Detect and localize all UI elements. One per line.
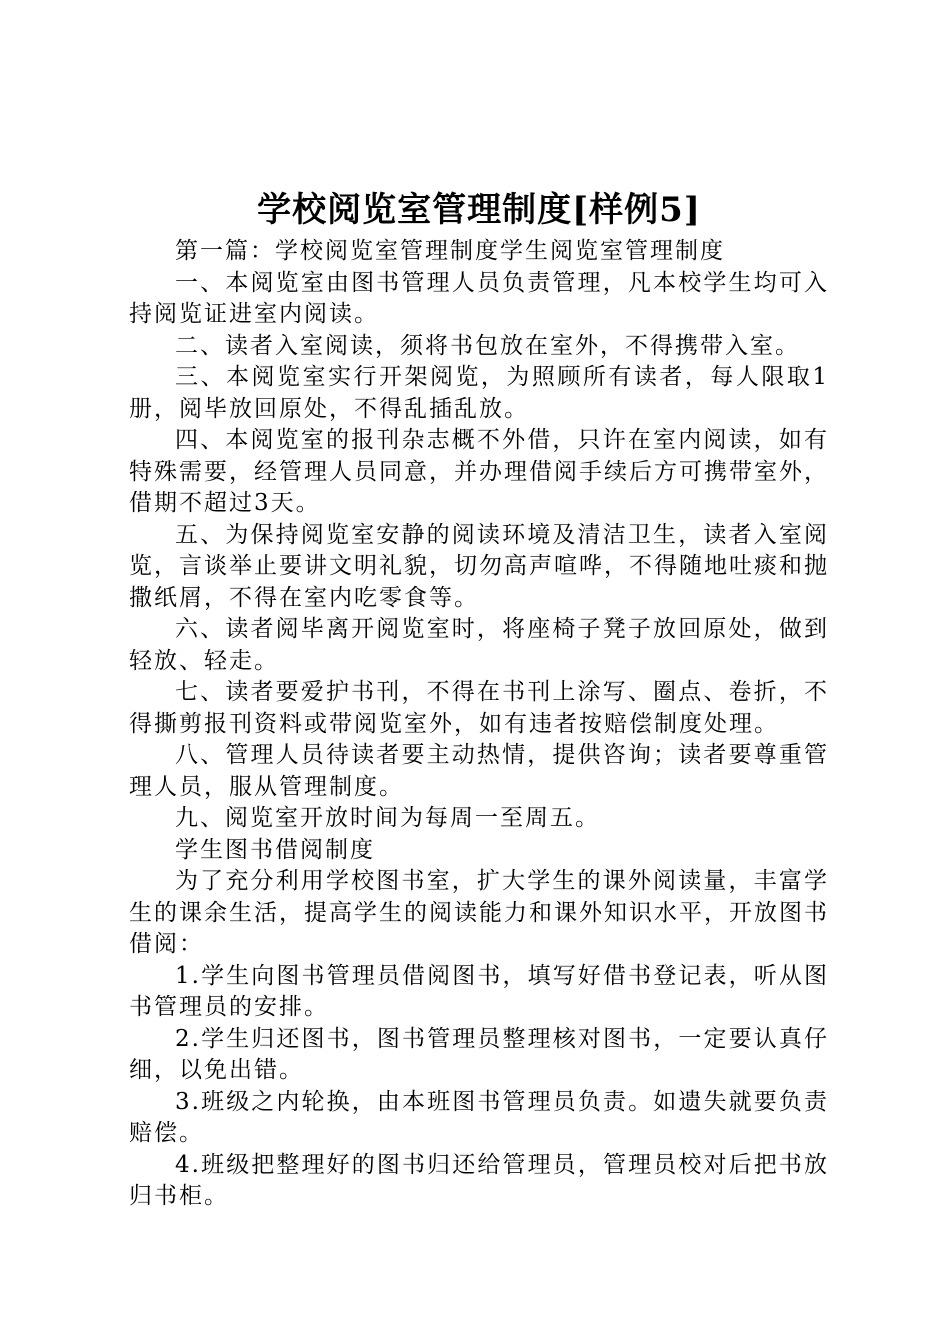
paragraph-rule-7: 七、读者要爱护书刊，不得在书刊上涂写、圈点、卷折，不得撕剪报刊资料或带阅览室外，如有违者按赔偿制度处理。 <box>129 679 829 737</box>
paragraph-borrow-3: 3.班级之内轮换，由本班图书管理员负责。如遗失就要负责赔偿。 <box>129 1088 829 1146</box>
paragraph-rule-5: 五、为保持阅览室安静的阅读环境及清洁卫生，读者入室阅览，言谈举止要讲文明礼貌，切勿高声喧哗，不得随地吐痰和抛撒纸屑，不得在室内吃零食等。 <box>129 521 829 611</box>
paragraph-rule-6: 六、读者阅毕离开阅览室时，将座椅子凳子放回原处，做到轻放、轻走。 <box>129 616 829 674</box>
paragraph-section-heading: 第一篇：学校阅览室管理制度学生阅览室管理制度 <box>175 238 725 264</box>
paragraph-borrow-4: 4.班级把整理好的图书归还给管理员，管理员校对后把书放归书柜。 <box>129 1151 829 1209</box>
paragraph-intro: 为了充分利用学校图书室，扩大学生的课外阅读量，丰富学生的课余生活，提高学生的阅读能力和课外知识水平，开放图书借阅： <box>129 868 829 957</box>
paragraph-subheading: 学生图书借阅制度 <box>175 836 375 863</box>
paragraph-rule-1: 一、本阅览室由图书管理人员负责管理，凡本校学生均可入持阅览证进室内阅读。 <box>129 269 829 327</box>
paragraph-borrow-1: 1.学生向图书管理员借阅图书，填写好借书登记表，听从图书管理员的安排。 <box>129 962 829 1020</box>
document-page <box>129 186 829 1213</box>
paragraph-rule-9: 九、阅览室开放时间为每周一至周五。 <box>175 805 600 831</box>
paragraph-rule-2: 二、读者入室阅读，须将书包放在室外，不得携带入室。 <box>175 332 800 359</box>
paragraph-borrow-2: 2.学生归还图书，图书管理员整理核对图书，一定要认真仔细，以免出错。 <box>129 1025 829 1083</box>
paragraph-rule-3: 三、本阅览室实行开架阅览，为照顾所有读者，每人限取1册，阅毕放回原处，不得乱插乱放。 <box>129 364 829 422</box>
paragraph-rule-8: 八、管理人员待读者要主动热情，提供咨询；读者要尊重管理人员，服从管理制度。 <box>129 742 829 800</box>
paragraph-rule-4: 四、本阅览室的报刊杂志概不外借，只许在室内阅读，如有特殊需要，经管理人员同意，并办理借阅手续后方可携带室外，借期不超过3天。 <box>129 427 829 516</box>
document-title: 学校阅览室管理制度[样例5] <box>257 190 701 230</box>
